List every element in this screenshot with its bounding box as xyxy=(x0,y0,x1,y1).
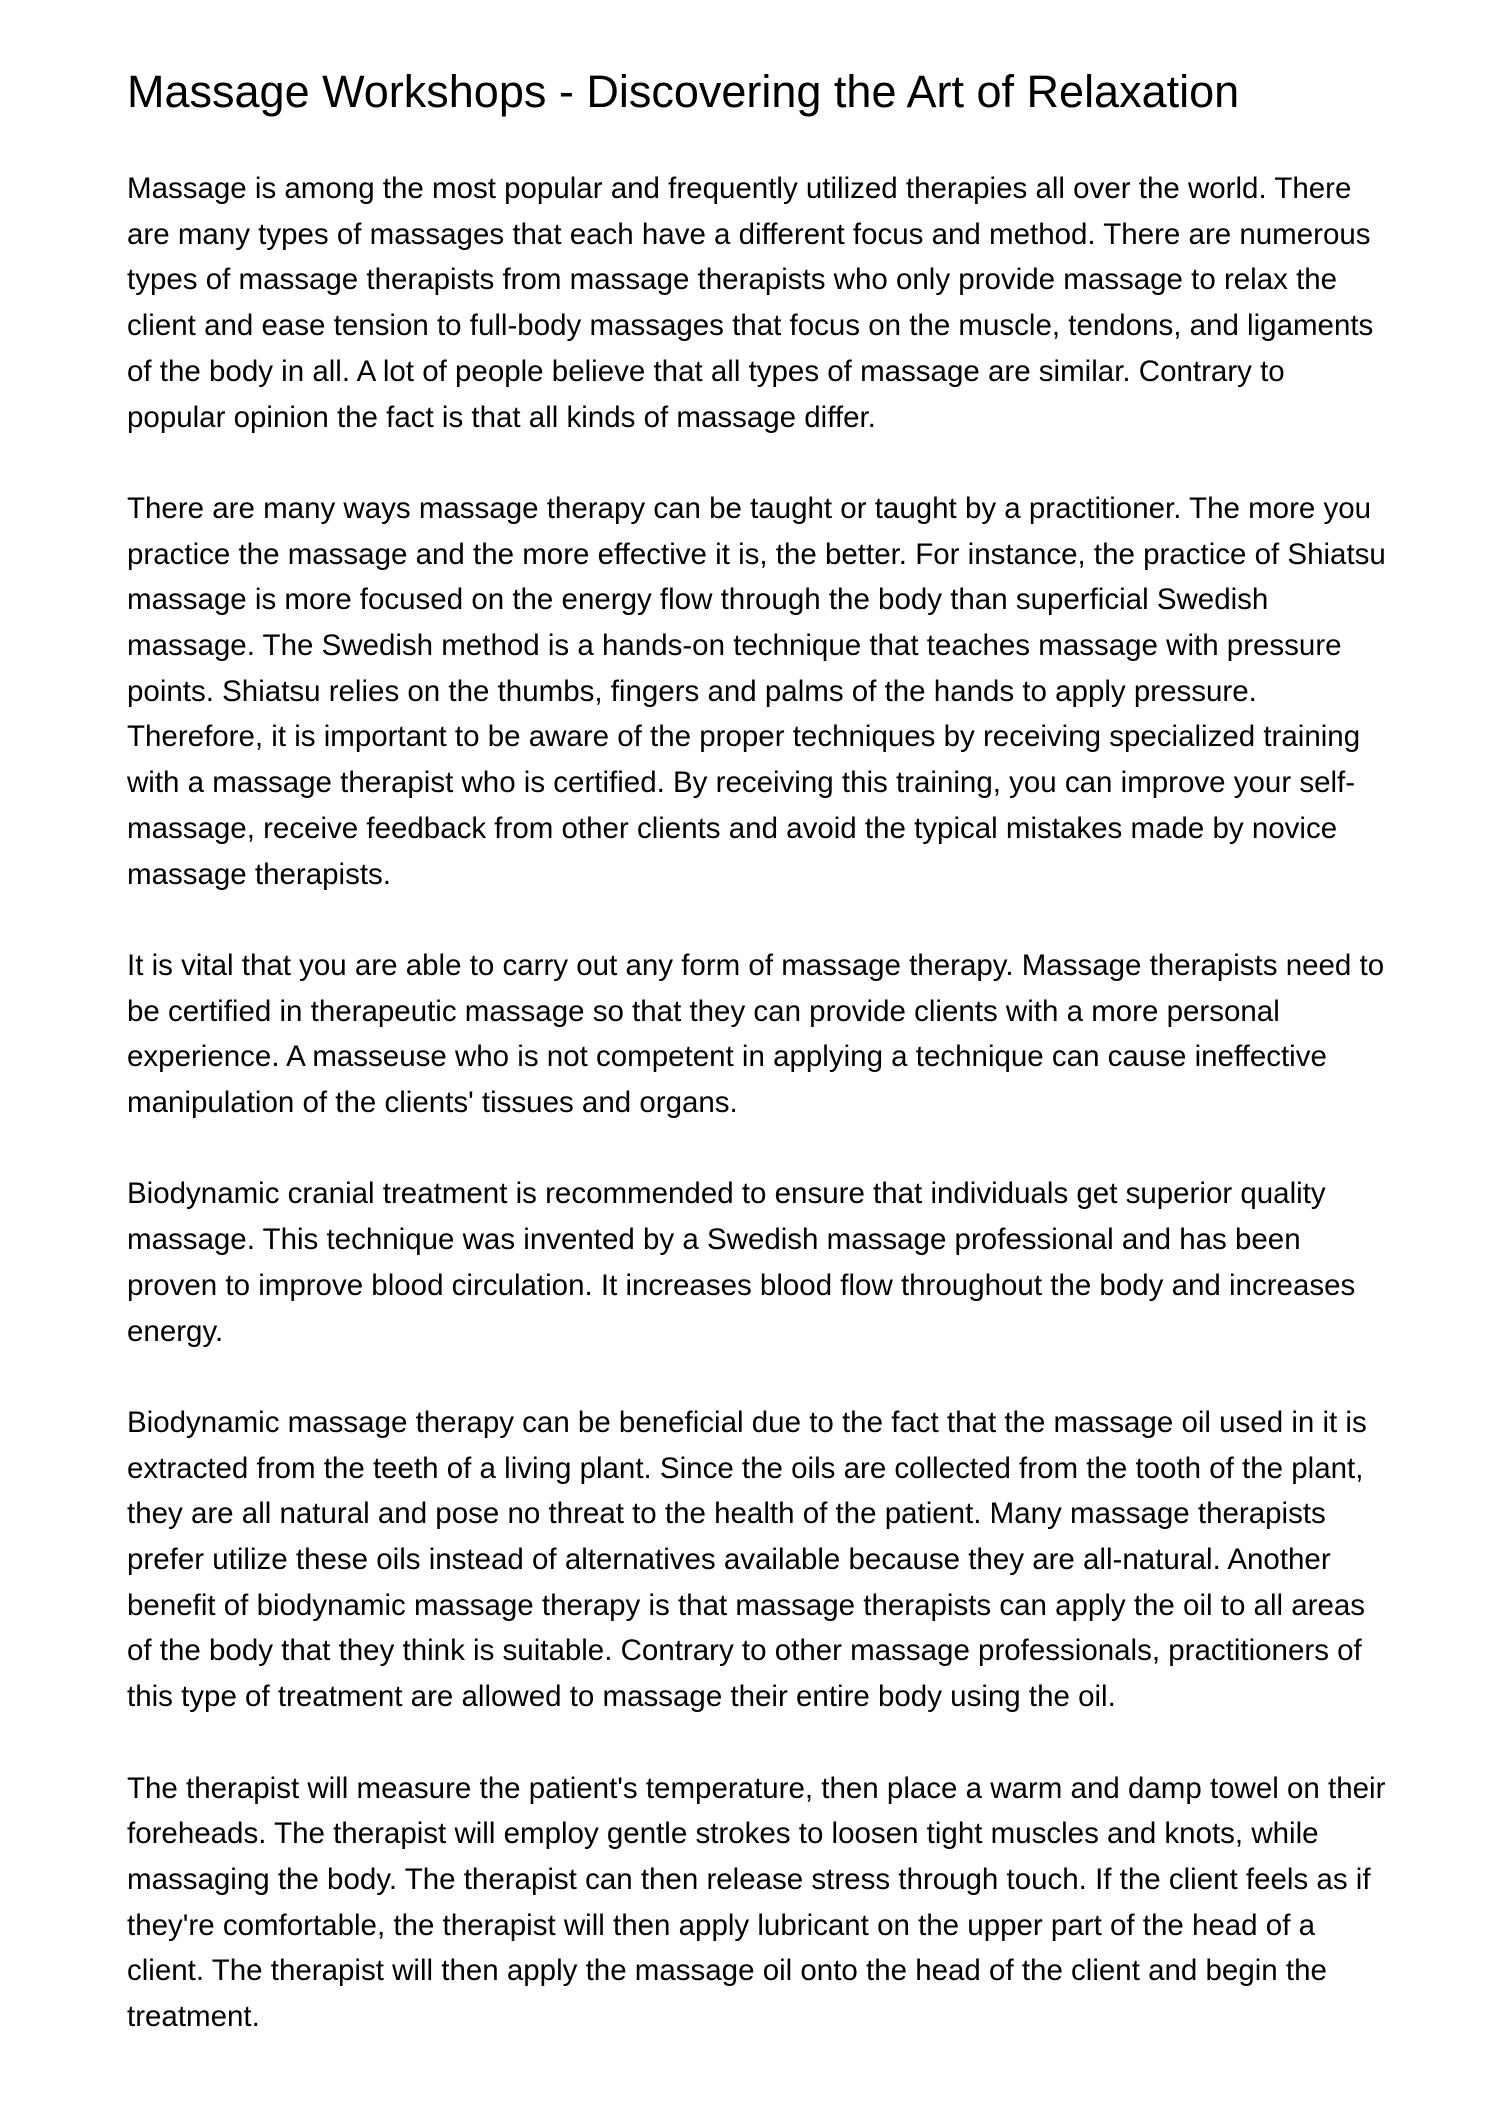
paragraph-2: There are many ways massage therapy can be taught or taught by a practitioner. The more you practice the massage and the more effective it is, the better. For instance, the practice of Shiatsu massage is more focused on the energy flow through the body than superficial Swedish massage. The Swedish method is a hands-on technique that teaches massage with pressure points. Shiatsu relies on the thumbs, fingers and palms of the hands to apply pressure. Therefore, it is important to be aware of the proper techniques by receiving specialized training with a massage therapist who is certified. By receiving this training, you can improve your self-massage, receive feedback from other clients and avoid the typical mistakes made by novice massage therapists. xyxy=(127,491,1386,891)
document-page xyxy=(127,62,1387,2085)
paragraph-1: Massage is among the most popular and frequently utilized therapies all over the world. There are many types of massages that each have a different focus and method. There are numerous types of massage therapists from massage therapists who only provide massage to relax the client and ease tension to full-body massages that focus on the muscle, tendons, and ligaments of the body in all. A lot of people believe that all types of massage are similar. Contrary to popular opinion the fact is that all kinds of massage differ. xyxy=(127,172,1374,434)
page-title: Massage Workshops - Discovering the Art of Relaxation xyxy=(127,66,1240,117)
paragraph-3: It is vital that you are able to carry out any form of massage therapy. Massage therapists need to be certified in therapeutic massage so that they can provide clients with a more personal experience. A masseuse who is not competent in applying a technique can cause ineffective manipulation of the clients' tissues and organs. xyxy=(127,948,1385,1120)
paragraph-6: The therapist will measure the patient's temperature, then place a warm and damp towel on their foreheads. The therapist will employ gentle strokes to loosen tight muscles and knots, while massaging the body. The therapist can then release stress through touch. If the client feels as if they're comfortable, the therapist will then apply lubricant on the upper part of the head of a client. The therapist will then apply the massage oil onto the head of the client and begin the treatment. xyxy=(127,1771,1386,2034)
paragraph-5: Biodynamic massage therapy can be beneficial due to the fact that the massage oil used in it is extracted from the teeth of a living plant. Since the oils are collected from the tooth of the plant, they are all natural and pose no threat to the health of the patient. Many massage therapists prefer utilize these oils instead of alternatives available because they are all-natural. Another benefit of biodynamic massage therapy is that massage therapists can apply the oil to all areas of the body that they think is suitable. Contrary to other massage professionals, practitioners of this type of treatment are allowed to massage their entire body using the oil. xyxy=(127,1405,1367,1714)
paragraph-4: Biodynamic cranial treatment is recommended to ensure that individuals get superior quality massage. This technique was invented by a Swedish massage professional and has been proven to improve blood circulation. It increases blood flow throughout the body and increases energy. xyxy=(127,1177,1356,1348)
